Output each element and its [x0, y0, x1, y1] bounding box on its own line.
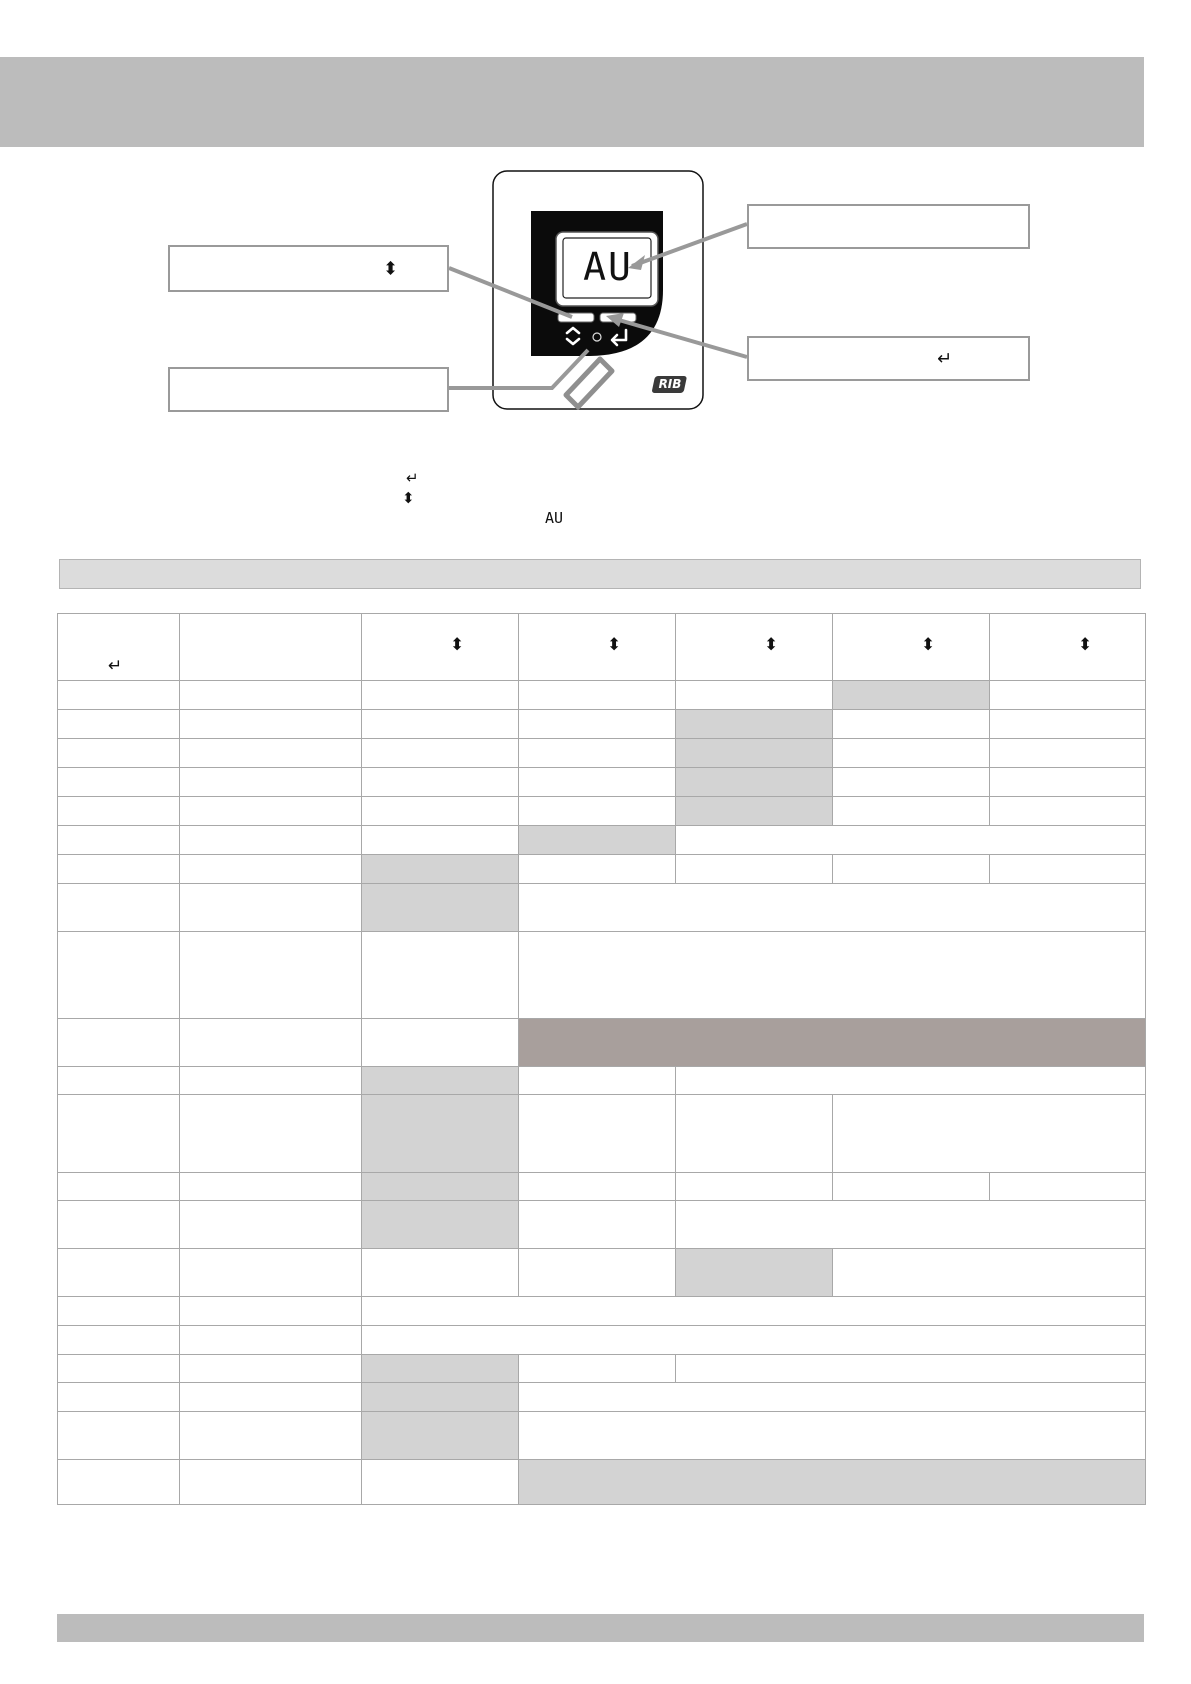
updown-chevron-icon: ⬍ — [383, 258, 399, 279]
table-row — [58, 739, 1146, 768]
table-row — [58, 1095, 1146, 1173]
table-header-row — [58, 614, 1146, 681]
footer-band — [57, 1614, 1144, 1642]
updown-chevron-icon: ⬍ — [921, 635, 936, 655]
table-row — [58, 1201, 1146, 1249]
header-cell-value-4 — [833, 614, 990, 681]
updown-chevron-icon: ⬍ — [402, 489, 415, 507]
table-row — [58, 1019, 1146, 1067]
callout-reset-hole — [168, 367, 449, 412]
header-cell-menu — [58, 614, 180, 681]
updown-chevron-icon: ⬍ — [1078, 635, 1093, 655]
header-cell-value-1 — [362, 614, 519, 681]
table-row — [58, 1326, 1146, 1355]
reset-hole — [593, 333, 601, 341]
rib-logo-text: RIB — [658, 377, 682, 391]
table-row — [58, 1355, 1146, 1383]
table-row — [58, 1067, 1146, 1095]
header-cell-value-3 — [676, 614, 833, 681]
callout-updown-button — [168, 245, 449, 292]
updown-chevron-icon: ⬍ — [450, 635, 465, 655]
callout-display — [747, 204, 1030, 249]
enter-return-icon: ↵ — [406, 469, 419, 487]
table-row — [58, 1249, 1146, 1297]
table-row — [58, 768, 1146, 797]
table-row — [58, 1412, 1146, 1460]
table-row — [58, 855, 1146, 884]
table-row — [58, 797, 1146, 826]
header-cell-value-2 — [519, 614, 676, 681]
table-row — [58, 884, 1146, 932]
table-row — [58, 1173, 1146, 1201]
table-row — [58, 710, 1146, 739]
table-row — [58, 1297, 1146, 1326]
table-row — [58, 1383, 1146, 1412]
section-title-bar — [59, 559, 1141, 589]
table-row — [58, 932, 1146, 1019]
callout-enter-button — [747, 336, 1030, 381]
display-code-au: AU — [545, 509, 564, 527]
enter-return-icon: ↵ — [108, 656, 123, 676]
table-row — [58, 1460, 1146, 1505]
parameter-table — [57, 613, 1145, 1505]
updown-chevron-icon: ⬍ — [607, 635, 622, 655]
header-cell-value-5 — [990, 614, 1146, 681]
table-row — [58, 681, 1146, 710]
display-readout: AU — [583, 245, 633, 289]
table-row — [58, 826, 1146, 855]
updown-chevron-icon: ⬍ — [764, 635, 779, 655]
enter-return-icon: ↵ — [937, 348, 953, 369]
header-cell-description — [180, 614, 362, 681]
